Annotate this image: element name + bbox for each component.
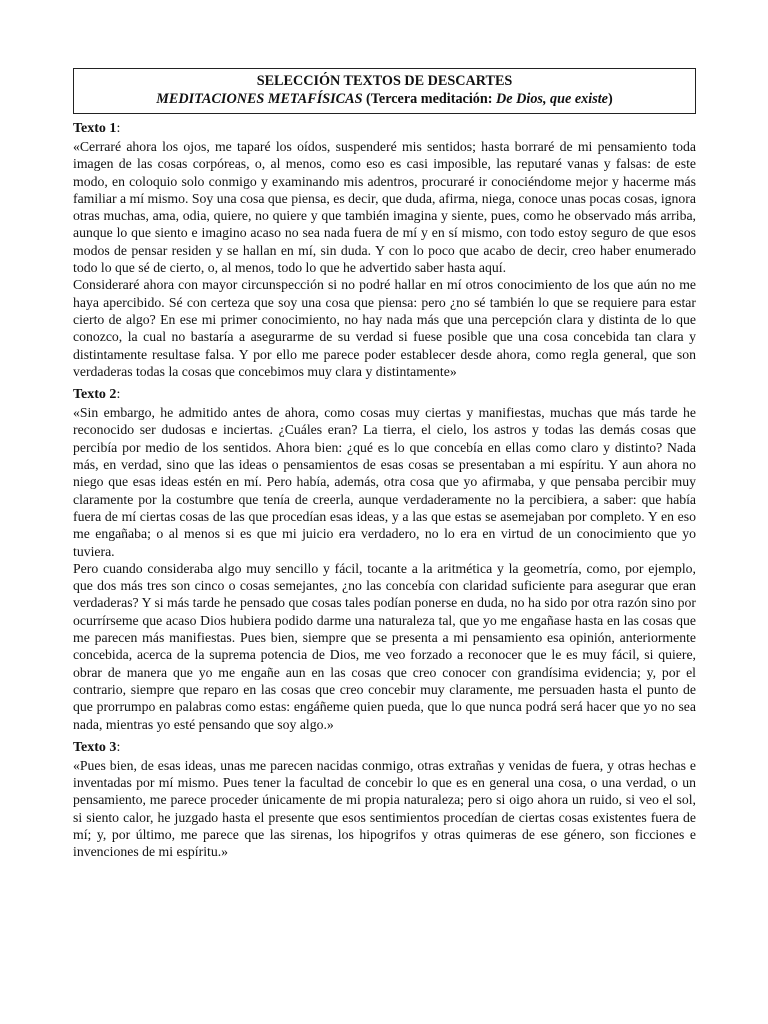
subtitle-close: ) (607, 91, 613, 107)
section-heading-colon: : (116, 387, 121, 403)
meditation-label: (Tercera meditación: (362, 91, 497, 107)
section-texto-3 (73, 739, 696, 861)
paragraph: «Pues bien, de esas ideas, unas me parecen nacidas conmigo, otras extrañas y venidas de fuera, y otras hechas e inventadas por mí mismo. Pues tener la facultad de concebir lo que es en general una cosa, o una verdad, o un pensamiento, me parece proceder únicamente de mi propia naturaleza; pero si oigo ahora un ruido, si veo el sol, si siento calor, he juzgado hasta el presente que esos sentimientos procedían de ciertas cosas existentes fuera de mí; y, por último, me parece que las sirenas, los hipogrifos y otras quimeras de ese género, son ficciones e invenciones de mi espíritu.» (73, 757, 696, 860)
section-heading (73, 386, 696, 403)
document-subtitle (74, 90, 695, 108)
section-heading (73, 739, 696, 756)
paragraph: Consideraré ahora con mayor circunspección si no podré hallar en mí otros conocimiento de los que aún no me haya apercibido. Sé con certeza que soy una cosa que piensa: pero ¿no sé también lo que se requiere para estar cierto de algo? En ese mi primer conocimiento, no hay nada más que una percepción clara y distinta de lo que conozco, la cual no bastaría a asegurarme de su verdad si fuese posible que una cosa concebida tan clara y distintamente resultase falsa. Y por ello me parece poder establecer desde ahora, como regla general, que son verdaderas todas la cosas que concebimos muy clara y distintamente» (73, 277, 696, 379)
meditation-title: De Dios, que existe (496, 91, 608, 107)
title-box (73, 68, 696, 114)
section-texto-2 (73, 386, 696, 733)
document-page (73, 68, 696, 861)
paragraph: «Sin embargo, he admitido antes de ahora, como cosas muy ciertas y manifiestas, muchas que más tarde he reconocido ser dudosas e inciertas. ¿Cuáles eran? La tierra, el cielo, los astros y todas las demás cosas que percibía por medio de los sentidos. Ahora bien: ¿qué es lo que concebía en ellas como claro y distinto? Nada más, en verdad, sino que las ideas o pensamientos de esas cosas se presentaban a mi espíritu. Y aun ahora no niego que esas ideas estén en mí. Pero había, además, otra cosa que yo afirmaba, y que pensaba percibir muy claramente por la costumbre que tenía de creerla, aunque verdaderamente no la percibiera, a saber: que había fuera de mí ciertas cosas de las que procedían esas ideas, y a las que estas se asemejaban por completo. Y en eso me engañaba; o al menos si es que mi juicio era verdadero, no lo era en virtud de un conocimiento que yo tuviera. (73, 405, 696, 559)
section-texto-1 (73, 120, 696, 380)
document-title: SELECCIÓN TEXTOS DE DESCARTES (256, 73, 513, 89)
section-heading-label: Texto 3 (73, 739, 117, 755)
work-title: MEDITACIONES METAFÍSICAS (156, 91, 363, 107)
paragraph: Pero cuando consideraba algo muy sencillo y fácil, tocante a la aritmética y la geometría, como, por ejemplo, que dos más tres son cinco o cosas semejantes, ¿no las concebía con claridad suficiente para asegurar que eran verdaderas? Y si más tarde he pensado que cosas tales podían ponerse en duda, no ha sido por otra razón sino por ocurrírseme que acaso Dios hubiera podido darme una naturaleza tal, que yo me engañase hasta en las cosas que me parecen más manifiestas. Pues bien, siempre que se presenta a mi pensamiento esa opinión, anteriormente concebida, acerca de la suprema potencia de Dios, me veo forzado a reconocer que le es muy fácil, si quiere, obrar de manera que yo me engañe aun en las cosas que creo conocer con grandísima evidencia; y, por el contrario, siempre que reparo en las cosas que creo concebir muy claramente, me persuaden hasta el punto de que prorrumpo en palabras como estas: engáñeme quien pueda, que lo que nunca podrá será hacer que yo no sea nada, mientras yo esté pensando que soy algo.» (73, 560, 696, 732)
section-heading (73, 120, 696, 137)
section-heading-label: Texto 2 (73, 387, 117, 403)
section-heading-label: Texto 1 (73, 121, 117, 136)
paragraph: «Cerraré ahora los ojos, me taparé los oídos, suspenderé mis sentidos; hasta borraré de mi pensamiento toda imagen de las cosas corpóreas, o, al menos, como eso es casi imposible, las reputaré vanas y falsas: de este modo, en coloquio solo conmigo y examinando mis adentros, procuraré ir conociéndome mejor y hacerme más familiar a mí mismo. Soy una cosa que piensa, es decir, que duda, afirma, niega, conoce unas pocas cosas, ignora otras muchas, ama, odia, quiere, no quiere y que también imagina y siente, pues, como he observado más arriba, aunque lo que siento e imagino acaso no sea nada fuera de mí y en sí mismo, con todo estoy seguro de que esos modos de pensar residen y se hallan en mí, sin duda. Y con lo poco que acabo de decir, creo haber enumerado todo lo que sé de cierto, o, al menos, todo lo que he advertido saber hasta aquí. (73, 139, 696, 276)
section-heading-colon: : (116, 121, 121, 136)
section-heading-colon: : (116, 739, 121, 755)
